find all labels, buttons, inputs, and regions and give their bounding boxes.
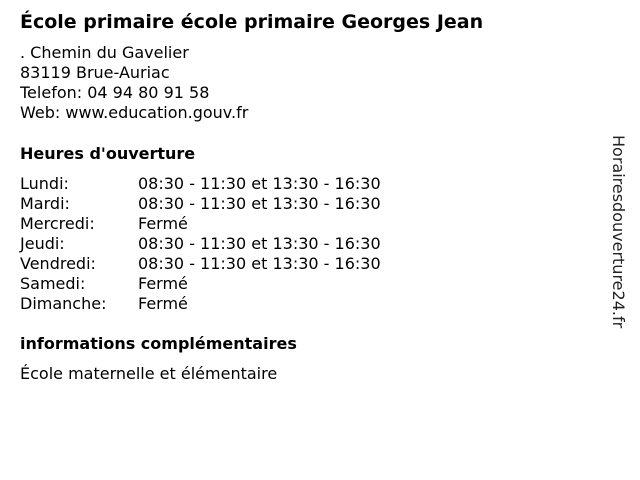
address-block xyxy=(20,43,248,123)
hours-row-sunday xyxy=(20,294,381,314)
day-label: Mercredi: xyxy=(20,214,95,233)
time-value: Fermé xyxy=(138,274,188,293)
time-value: 08:30 - 11:30 et 13:30 - 16:30 xyxy=(138,174,381,193)
hours-heading: Heures d'ouverture xyxy=(20,144,196,163)
time-value: 08:30 - 11:30 et 13:30 - 16:30 xyxy=(138,254,381,273)
phone-number: Telefon: 04 94 80 91 58 xyxy=(20,83,210,102)
info-heading: informations complémentaires xyxy=(20,334,297,353)
city-postal: 83119 Brue-Auriac xyxy=(20,63,170,82)
day-label: Lundi: xyxy=(20,174,69,193)
hours-row-wednesday xyxy=(20,214,381,234)
hours-row-monday xyxy=(20,174,381,194)
hours-row-thursday xyxy=(20,234,381,254)
time-value: 08:30 - 11:30 et 13:30 - 16:30 xyxy=(138,194,381,213)
day-label: Dimanche: xyxy=(20,294,107,313)
hours-row-friday xyxy=(20,254,381,274)
info-text: École maternelle et élémentaire xyxy=(20,364,278,383)
day-label: Mardi: xyxy=(20,194,70,213)
time-value: Fermé xyxy=(138,214,188,233)
time-value: 08:30 - 11:30 et 13:30 - 16:30 xyxy=(138,234,381,253)
website: Web: www.education.gouv.fr xyxy=(20,103,249,122)
day-label: Samedi: xyxy=(20,274,86,293)
hours-row-saturday xyxy=(20,274,381,294)
day-label: Jeudi: xyxy=(20,234,65,253)
day-label: Vendredi: xyxy=(20,254,96,273)
page-title: École primaire école primaire Georges Jean xyxy=(20,11,484,33)
opening-hours-table xyxy=(20,174,381,314)
time-value: Fermé xyxy=(138,294,188,313)
street-address: . Chemin du Gavelier xyxy=(20,43,189,62)
site-watermark: Horairesdouverture24.fr xyxy=(609,135,628,329)
hours-row-tuesday xyxy=(20,194,381,214)
